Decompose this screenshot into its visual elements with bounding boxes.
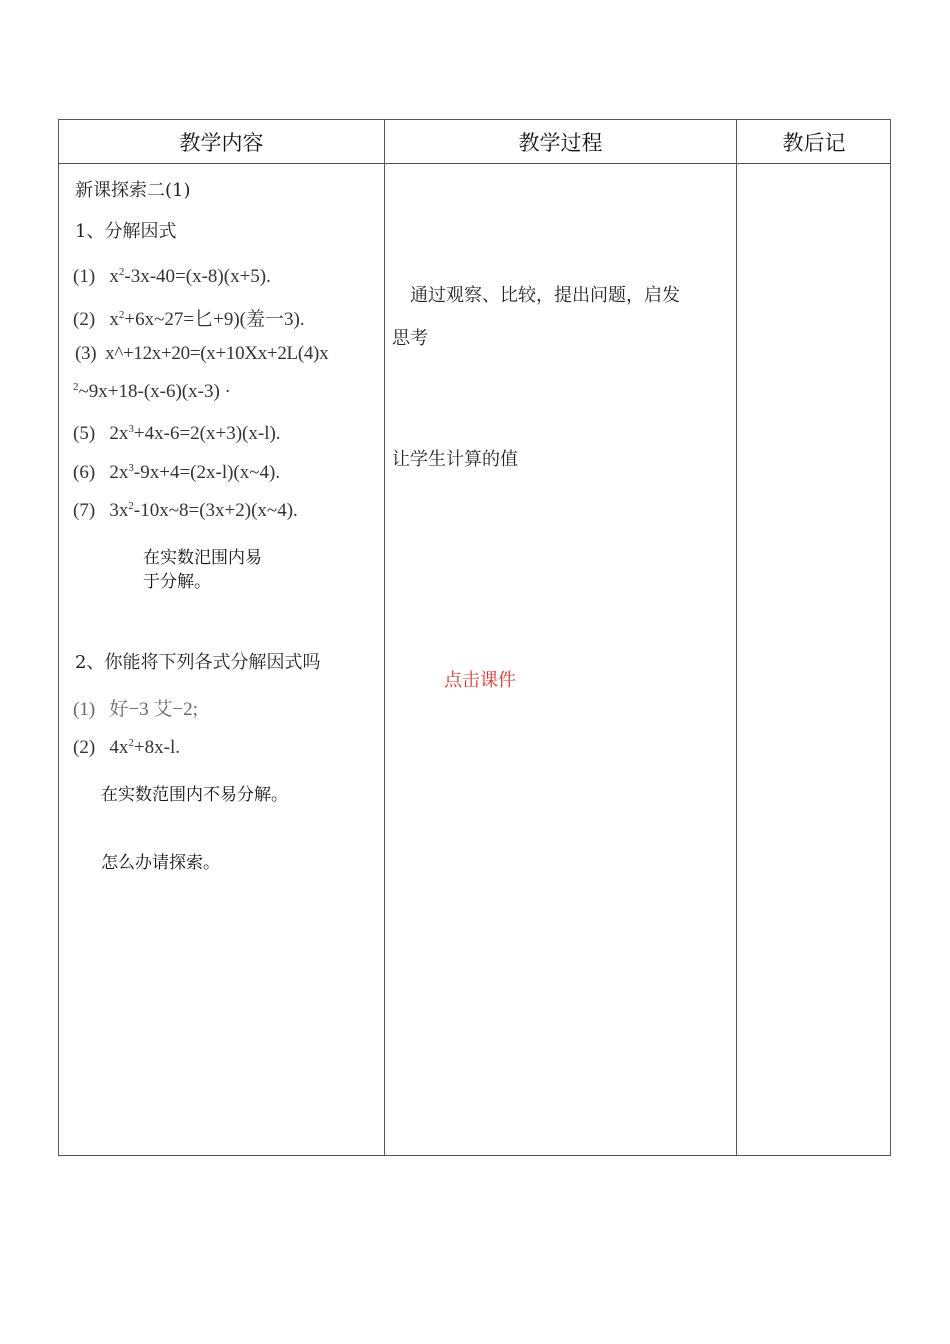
courseware-link[interactable]: 点击课件: [444, 670, 516, 691]
process-line-2: 思考: [392, 328, 428, 349]
header-process: 教学过程: [518, 131, 603, 155]
column-divider: [384, 120, 385, 1155]
equation-6: (6) $2x^3-9x+4=(2x-l)(x\sim 4)$.: [73, 462, 281, 483]
process-line-1: 通过观察、比较，提出问题，启发: [410, 285, 680, 306]
column-divider: [736, 120, 737, 1155]
section-1-heading: 1、分解因式: [75, 221, 177, 242]
equation-4: $^2$~9x+18-(x-6)(x-3) ·: [73, 381, 231, 402]
section-2-heading: 2、你能将下列各式分解因式吗: [75, 652, 321, 673]
process-line-3: 让学生计算的值: [392, 449, 518, 470]
note-hard-factor: 在实数范围内不易分解。: [101, 785, 288, 805]
equation-3: (3) x^+12x+20=(x+10Xx+2L(4)x: [75, 343, 329, 364]
header-content: 教学内容: [179, 131, 264, 155]
equation-2: (2) $x^2+6x\sim 27=$匕+9)(羞一3).: [73, 309, 305, 330]
question-1: (1) 好−3 艾−2;: [73, 699, 198, 720]
equation-7: (7) $3x^2-10x\sim 8=(3x+2)(x\sim 4)$.: [73, 500, 298, 521]
note-easy-factor-line-1: 在实数汜围内易: [143, 548, 262, 568]
question-2: (2) $4x^2+8x-l$.: [73, 737, 180, 758]
equation-5: (5) $2x^3+4x-6=2(x+3)(x-l)$.: [73, 423, 281, 444]
section-title: 新课探索二(1): [75, 180, 191, 201]
equation-1: (1) $x^2-3x-40=(x-8)(x+5)$.: [73, 266, 271, 287]
note-explore: 怎么办请探索。: [101, 853, 220, 873]
note-easy-factor-line-2: 于分解。: [143, 572, 211, 592]
header-notes: 教后记: [782, 131, 846, 155]
lesson-table: [58, 119, 891, 1156]
